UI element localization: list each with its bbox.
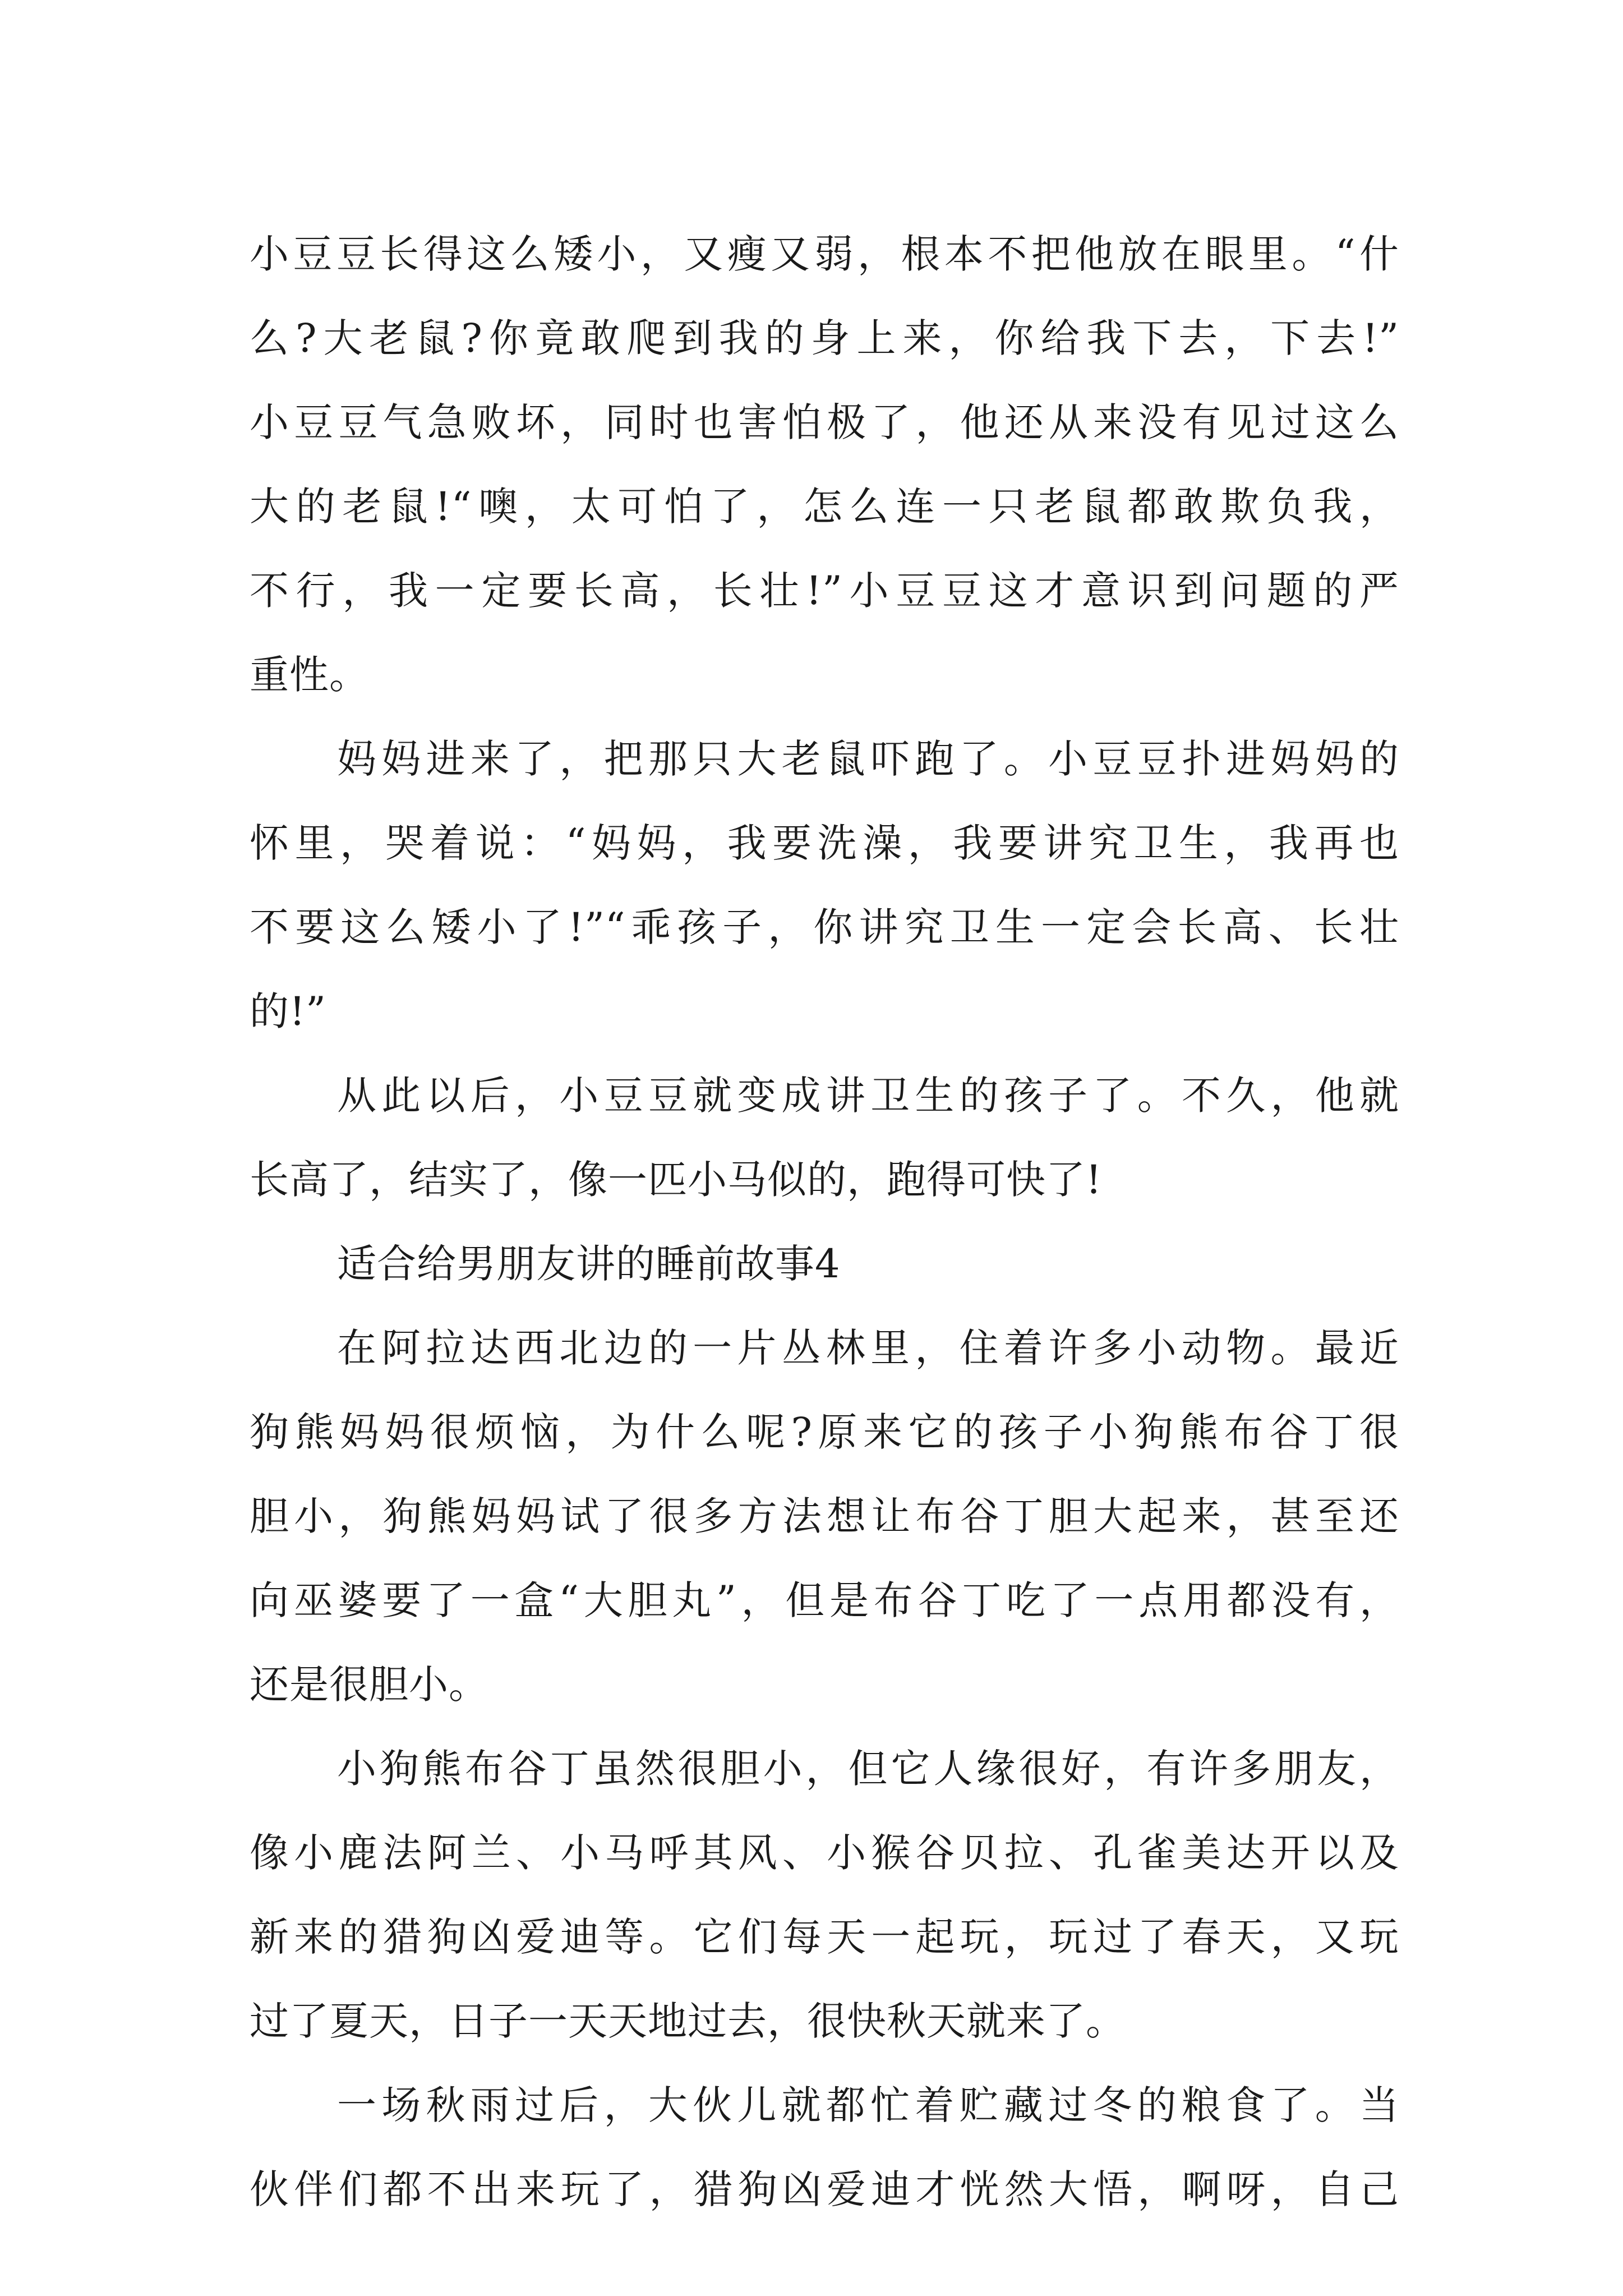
text-line: 像小鹿法阿兰、小马呼其风、小猴谷贝拉、孔雀美达开以及 xyxy=(250,1830,1399,1876)
text-line: 过了夏天，日子一天天地过去，很快秋天就来了。 xyxy=(250,1998,1126,2044)
section-heading: 适合给男朋友讲的睡前故事4 xyxy=(337,1241,841,1287)
text-line: 重性。 xyxy=(250,652,369,698)
paragraph-first-line: 从此以后，小豆豆就变成讲卫生的孩子了。不久，他就 xyxy=(337,1073,1399,1119)
paragraph-first-line: 在阿拉达西北边的一片丛林里，住着许多小动物。最近 xyxy=(337,1325,1399,1371)
text-line: 不要这么矮小了!”“乖孩子，你讲究卫生一定会长高、长壮 xyxy=(250,904,1399,950)
text-line: 胆小，狗熊妈妈试了很多方法想让布谷丁胆大起来，甚至还 xyxy=(250,1493,1399,1539)
paragraph-first-line: 小狗熊布谷丁虽然很胆小，但它人缘很好，有许多朋友， xyxy=(337,1746,1399,1792)
text-line: 怀里，哭着说：“妈妈，我要洗澡，我要讲究卫生，我再也 xyxy=(250,820,1399,866)
text-line: 不行，我一定要长高，长壮!”小豆豆这才意识到问题的严 xyxy=(250,568,1399,614)
text-line: 新来的猎狗凶爱迪等。它们每天一起玩，玩过了春天，又玩 xyxy=(250,1914,1399,1960)
text-line: 狗熊妈妈很烦恼，为什么呢?原来它的孩子小狗熊布谷丁很 xyxy=(250,1409,1399,1455)
paragraph-first-line: 妈妈进来了，把那只大老鼠吓跑了。小豆豆扑进妈妈的 xyxy=(337,736,1399,782)
text-line: 长高了，结实了，像一匹小马似的，跑得可快了! xyxy=(250,1157,1103,1203)
text-line: 小豆豆气急败坏，同时也害怕极了，他还从来没有见过这么 xyxy=(250,399,1399,445)
text-line: 还是很胆小。 xyxy=(250,1662,488,1708)
paragraph-first-line: 一场秋雨过后，大伙儿就都忙着贮藏过冬的粮食了。当 xyxy=(337,2082,1399,2128)
story-text xyxy=(250,212,1399,2231)
text-line: 伙伴们都不出来玩了，猎狗凶爱迪才恍然大悟，啊呀，自己 xyxy=(250,2166,1399,2212)
text-line: 的!” xyxy=(250,988,326,1034)
text-line: 大的老鼠!“噢，太可怕了，怎么连一只老鼠都敢欺负我， xyxy=(250,484,1399,530)
text-line: 向巫婆要了一盒“大胆丸”，但是布谷丁吃了一点用都没有， xyxy=(250,1577,1399,1623)
text-line: 小豆豆长得这么矮小，又瘦又弱，根本不把他放在眼里。“什 xyxy=(250,231,1399,277)
text-line: 么?大老鼠?你竟敢爬到我的身上来，你给我下去，下去!” xyxy=(250,315,1399,361)
